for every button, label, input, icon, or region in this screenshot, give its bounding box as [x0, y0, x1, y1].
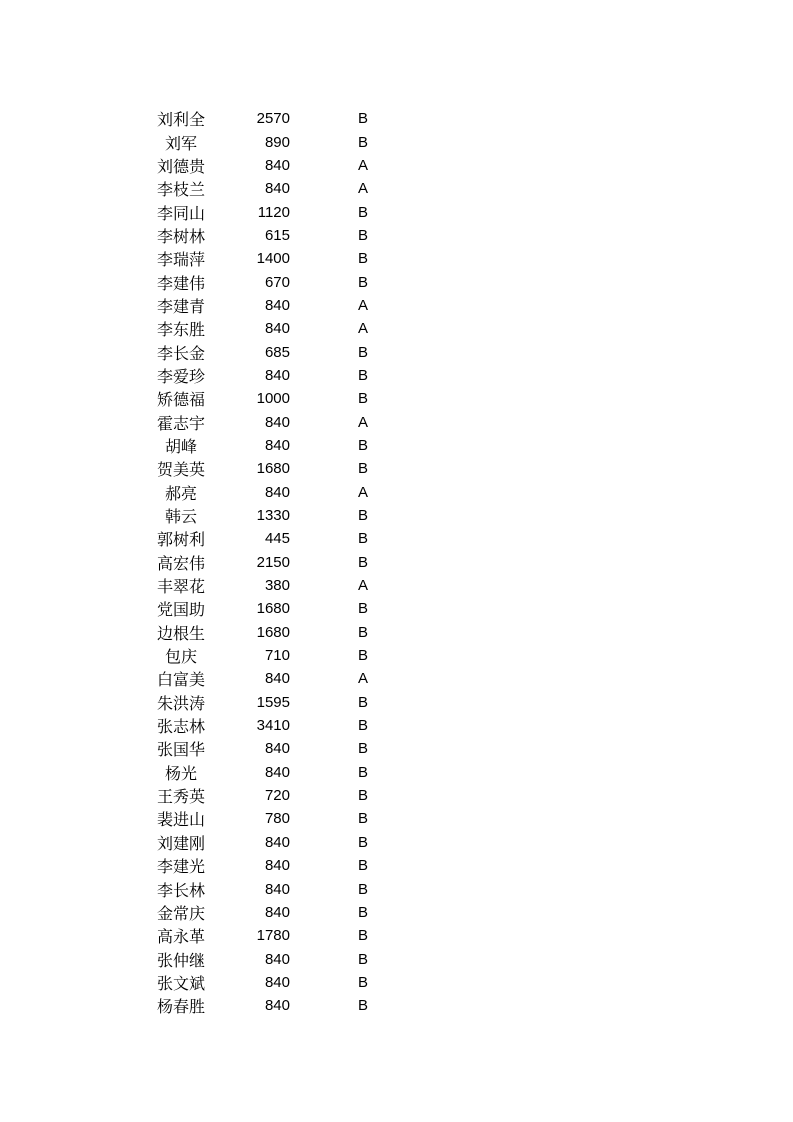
amount-value: 840	[264, 763, 290, 781]
person-name: 李瑞萍	[156, 252, 205, 270]
table-row	[0, 551, 793, 574]
person-name: 金常庆	[156, 905, 205, 923]
table-row	[0, 200, 793, 223]
amount-value: 710	[264, 647, 290, 665]
amount-value: 840	[264, 413, 290, 431]
table-row	[0, 621, 793, 644]
amount-value: 1000	[256, 390, 290, 408]
grade-code: B	[358, 530, 369, 548]
grade-code: A	[358, 577, 369, 595]
amount-value: 1120	[257, 203, 290, 221]
table-row	[0, 154, 793, 177]
table-row	[0, 527, 793, 550]
grade-code: B	[358, 110, 369, 128]
amount-value: 840	[264, 436, 290, 454]
person-name: 朱洪涛	[156, 695, 205, 713]
records-table	[0, 107, 793, 1017]
person-name: 霍志宇	[156, 415, 205, 433]
table-row	[0, 317, 793, 340]
grade-code: B	[358, 343, 369, 361]
table-row	[0, 574, 793, 597]
table-row	[0, 737, 793, 760]
table-row	[0, 854, 793, 877]
amount-value: 890	[264, 133, 290, 151]
person-name: 李爱珍	[156, 368, 205, 386]
grade-code: A	[358, 156, 369, 174]
table-row	[0, 831, 793, 854]
table-row	[0, 410, 793, 433]
amount-value: 380	[264, 577, 290, 595]
table-row	[0, 877, 793, 900]
amount-value: 720	[264, 787, 290, 805]
person-name: 李枝兰	[156, 182, 205, 200]
grade-code: A	[358, 296, 369, 314]
amount-value: 445	[264, 530, 290, 548]
table-row	[0, 481, 793, 504]
table-row	[0, 691, 793, 714]
person-name: 刘利全	[156, 112, 205, 130]
table-row	[0, 387, 793, 410]
grade-code: A	[358, 483, 369, 501]
amount-value: 840	[264, 973, 290, 991]
person-name: 李同山	[156, 205, 205, 223]
grade-code: B	[358, 717, 369, 735]
grade-code: B	[358, 600, 369, 618]
grade-code: B	[358, 250, 369, 268]
person-name: 刘德贵	[156, 158, 205, 176]
amount-value: 840	[264, 180, 290, 198]
table-row	[0, 947, 793, 970]
grade-code: B	[358, 436, 369, 454]
amount-value: 840	[264, 997, 290, 1015]
grade-code: B	[358, 273, 369, 291]
amount-value: 1400	[256, 250, 290, 268]
grade-code: B	[358, 647, 369, 665]
table-row	[0, 761, 793, 784]
person-name: 贺美英	[156, 462, 205, 480]
person-name: 边根生	[156, 625, 205, 643]
table-row	[0, 807, 793, 830]
grade-code: B	[358, 857, 369, 875]
amount-value: 1680	[256, 600, 290, 618]
grade-code: B	[358, 763, 369, 781]
amount-value: 840	[264, 950, 290, 968]
table-row	[0, 784, 793, 807]
person-name: 党国助	[156, 602, 205, 620]
table-row	[0, 504, 793, 527]
amount-value: 3410	[256, 717, 290, 735]
amount-value: 1680	[256, 623, 290, 641]
amount-value: 840	[264, 296, 290, 314]
grade-code: A	[358, 670, 369, 688]
person-name: 高宏伟	[156, 555, 205, 573]
table-row	[0, 294, 793, 317]
person-name: 郝亮	[164, 485, 197, 503]
grade-code: B	[358, 553, 369, 571]
grade-code: A	[358, 413, 369, 431]
table-row	[0, 177, 793, 200]
amount-value: 2570	[256, 110, 290, 128]
table-row	[0, 340, 793, 363]
table-row	[0, 130, 793, 153]
table-row	[0, 597, 793, 620]
grade-code: B	[358, 133, 369, 151]
amount-value: 840	[264, 483, 290, 501]
grade-code: B	[358, 507, 369, 525]
grade-code: B	[358, 366, 369, 384]
amount-value: 615	[264, 226, 290, 244]
person-name: 张文斌	[156, 975, 205, 993]
person-name: 胡峰	[164, 438, 197, 456]
grade-code: B	[358, 226, 369, 244]
grade-code: B	[358, 880, 369, 898]
person-name: 李建伟	[156, 275, 205, 293]
person-name: 李建光	[156, 859, 205, 877]
grade-code: B	[358, 693, 369, 711]
table-row	[0, 667, 793, 690]
table-row	[0, 247, 793, 270]
amount-value: 840	[264, 740, 290, 758]
grade-code: B	[358, 950, 369, 968]
person-name: 杨春胜	[156, 999, 205, 1017]
person-name: 张国华	[156, 742, 205, 760]
person-name: 刘军	[164, 135, 197, 153]
person-name: 白富美	[156, 672, 205, 690]
table-row	[0, 224, 793, 247]
amount-value: 670	[264, 273, 290, 291]
table-row	[0, 924, 793, 947]
person-name: 郭树利	[156, 532, 205, 550]
grade-code: B	[358, 810, 369, 828]
table-row	[0, 364, 793, 387]
grade-code: B	[358, 203, 369, 221]
person-name: 韩云	[164, 509, 197, 527]
person-name: 丰翠花	[156, 579, 205, 597]
amount-value: 1680	[256, 460, 290, 478]
grade-code: B	[358, 623, 369, 641]
amount-value: 840	[264, 156, 290, 174]
person-name: 矫德福	[156, 392, 205, 410]
amount-value: 1595	[256, 693, 290, 711]
amount-value: 840	[264, 670, 290, 688]
grade-code: B	[358, 997, 369, 1015]
person-name: 李树林	[156, 228, 205, 246]
person-name: 高永革	[156, 929, 205, 947]
table-row	[0, 457, 793, 480]
table-row	[0, 901, 793, 924]
table-row	[0, 107, 793, 130]
person-name: 杨光	[164, 765, 197, 783]
amount-value: 840	[264, 320, 290, 338]
person-name: 李东胜	[156, 322, 205, 340]
person-name: 刘建刚	[156, 835, 205, 853]
grade-code: B	[358, 903, 369, 921]
person-name: 包庆	[164, 649, 197, 667]
amount-value: 1780	[256, 927, 290, 945]
person-name: 张仲继	[156, 952, 205, 970]
table-row	[0, 644, 793, 667]
grade-code: A	[358, 180, 369, 198]
person-name: 王秀英	[156, 789, 205, 807]
person-name: 李长林	[156, 882, 205, 900]
table-row	[0, 971, 793, 994]
grade-code: A	[358, 320, 369, 338]
amount-value: 840	[264, 366, 290, 384]
person-name: 李长金	[156, 345, 205, 363]
amount-value: 685	[264, 343, 290, 361]
grade-code: B	[358, 390, 369, 408]
person-name: 裴进山	[156, 812, 205, 830]
table-row	[0, 994, 793, 1017]
grade-code: B	[358, 787, 369, 805]
amount-value: 1330	[256, 507, 290, 525]
amount-value: 780	[264, 810, 290, 828]
person-name: 张志林	[156, 719, 205, 737]
amount-value: 2150	[256, 553, 290, 571]
person-name: 李建青	[156, 298, 205, 316]
grade-code: B	[358, 740, 369, 758]
table-row	[0, 714, 793, 737]
amount-value: 840	[264, 903, 290, 921]
grade-code: B	[358, 833, 369, 851]
amount-value: 840	[264, 857, 290, 875]
grade-code: B	[358, 460, 369, 478]
table-row	[0, 434, 793, 457]
table-row	[0, 270, 793, 293]
amount-value: 840	[264, 833, 290, 851]
grade-code: B	[358, 927, 369, 945]
amount-value: 840	[264, 880, 290, 898]
grade-code: B	[358, 973, 369, 991]
